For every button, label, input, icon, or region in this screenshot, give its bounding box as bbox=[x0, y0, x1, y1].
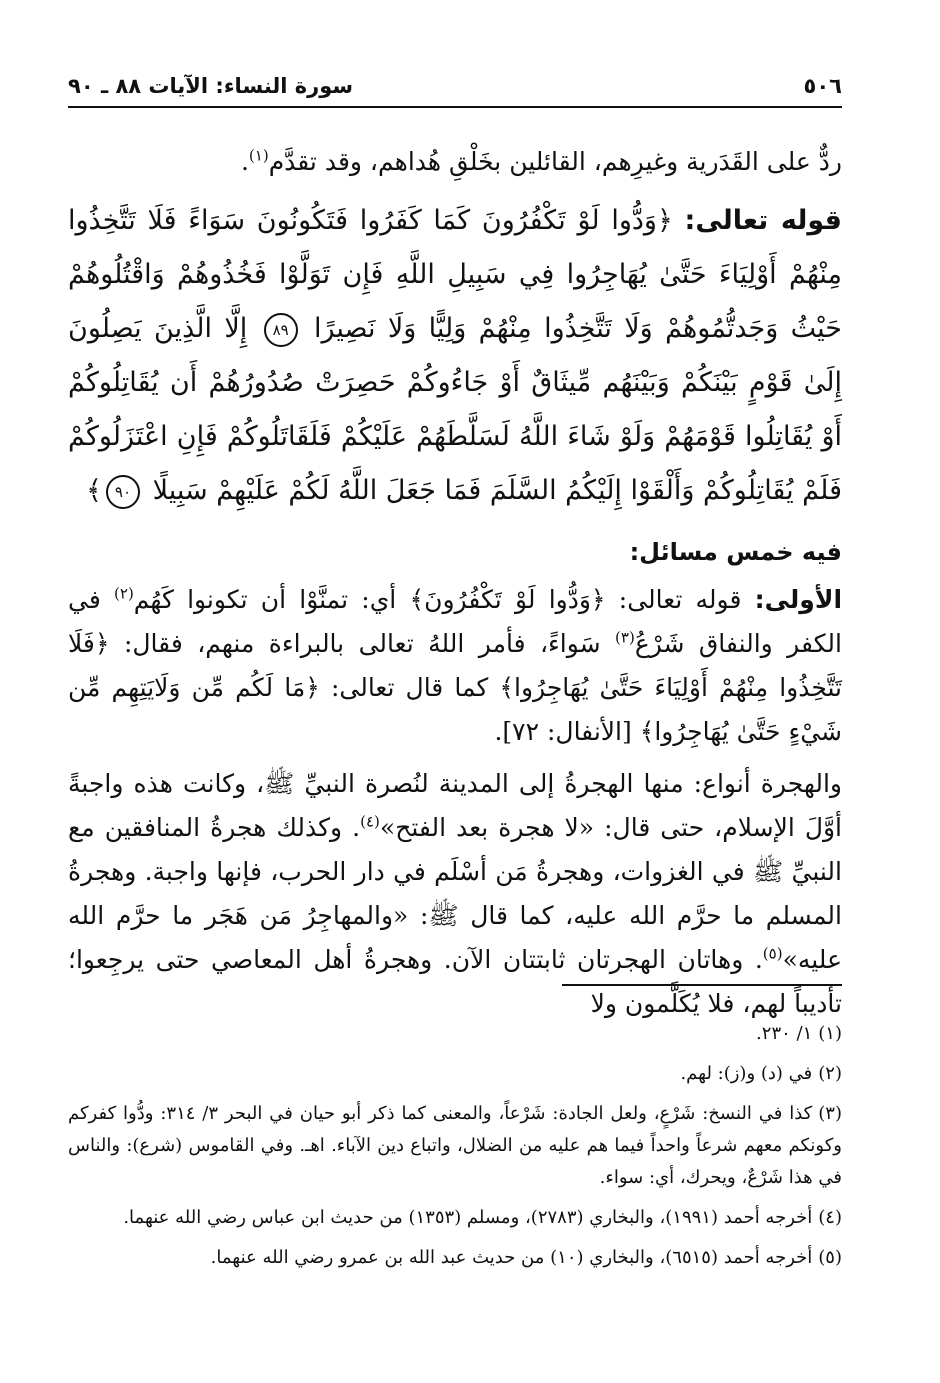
first-text-3: في الكفر والنفاق شَرْعُ bbox=[68, 585, 842, 658]
footnote-ref-2: (٢) bbox=[114, 584, 134, 603]
hijra-text-1: والهجرة أنواع: منها الهجرةُ إلى المدينة لنُصرة النبيِّ ﷺ، وكانت هذه واجبةً أوَّلَ الإسلام، حتى قال: «لا هجرة بعد الفتح» bbox=[68, 769, 843, 842]
intro-end: . bbox=[240, 147, 249, 176]
first-issue-lead: الأولى: bbox=[754, 585, 843, 614]
running-header bbox=[68, 66, 842, 108]
footnote-number: (٤) bbox=[818, 1207, 842, 1228]
footnote-text: في (د) و(ز): لهم. bbox=[680, 1063, 813, 1084]
hijra-paragraph bbox=[68, 762, 842, 1026]
footnote-number: (٥) bbox=[818, 1247, 842, 1268]
footnote-text: كذا في النسخ: شَرْعٍ، ولعل الجادة: شَرْعاً، والمعنى كما ذكر أبو حيان في البحر ٣/ ٣١٤: ودُّوا كفركم وكونكم معهم شرعاً واحداً فيما هم عليه من الضلال، واتباع دين الآباء. اهـ. وفي القاموس (شرع): والناس في هذا شَرْعٌ، ويحرك، أي: سواء. bbox=[68, 1103, 842, 1188]
footnote-item bbox=[68, 1242, 842, 1274]
footnote-ref-1: (١) bbox=[248, 146, 269, 165]
first-text-4: سَواءً، فأمر اللهُ تعالى بالبراءة منهم، فقال: bbox=[123, 629, 601, 658]
verse-close-bracket: ﴾ bbox=[86, 475, 102, 506]
verse-open-bracket: ﴿ bbox=[656, 205, 673, 236]
first-text-1: قوله تعالى: bbox=[618, 585, 742, 614]
hijra-text-2: . وكذلك هجرةُ المنافقين مع النبيِّ ﷺ في الغزوات، وهجرةُ مَن أسْلَم في دار الحرب، فإنها واجبة. وهجرةُ المسلم ما حرَّم الله عليه، كما قال ﷺ: «والمهاجِرُ مَن هَجَر ما حرَّم الله عليه» bbox=[68, 813, 842, 974]
footnote-ref-5: (٥) bbox=[762, 944, 783, 963]
verse-text-part-b: إِلَّا الَّذِينَ يَصِلُونَ إِلَىٰ قَوْمٍ بَيْنَكُمْ وَبَيْنَهُم مِّيثَاقٌ أَوْ جَاءُوكُمْ حَصِرَتْ صُدُورُهُمْ أَن يُقَاتِلُوكُمْ أَوْ يُقَاتِلُوا قَوْمَهُمْ وَلَوْ شَاءَ اللَّهُ لَسَلَّطَهُمْ عَلَيْكُمْ فَلَقَاتَلُوكُمْ فَإِنِ اعْتَزَلُوكُمْ فَلَمْ يُقَاتِلُوكُمْ وَأَلْقَوْا إِلَيْكُمُ السَّلَمَ فَمَا جَعَلَ اللَّهُ لَكُمْ عَلَيْهِمْ سَبِيلًا bbox=[68, 313, 842, 506]
footnote-ref-4: (٤) bbox=[360, 812, 380, 831]
footnote-text: أخرجه أحمد (١٩٩١)، والبخاري (٢٧٨٣)، ومسلم (١٣٥٣) من حديث ابن عباس رضي الله عنهما. bbox=[123, 1207, 813, 1228]
first-issue-paragraph bbox=[68, 578, 842, 754]
section-heading: فيه خمس مسائل: bbox=[629, 538, 842, 566]
first-quote-3: ﴿مَا لَكُم مِّن وَلَايَتِهِم مِّن شَيْءٍ حَتَّىٰ يُهَاجِرُوا﴾ bbox=[68, 673, 842, 746]
footnote-text: أخرجه أحمد (٦٥١٥)، والبخاري (١٠) من حديث عبد الله بن عمرو رضي الله عنهما. bbox=[210, 1247, 813, 1268]
footnote-text: ١/ ٢٣٠. bbox=[756, 1023, 813, 1044]
verse-lead: قوله تعالى: bbox=[684, 205, 842, 236]
intro-paragraph bbox=[68, 140, 842, 184]
first-quote-1: ﴿وَدُّوا لَوْ تَكْفُرُونَ﴾ bbox=[409, 585, 606, 614]
quran-verse-block bbox=[68, 194, 842, 518]
surah-reference: [الأنفال: ٧٢]. bbox=[494, 717, 632, 746]
footnote-item bbox=[68, 1098, 842, 1194]
footnote-number: (١) bbox=[818, 1023, 842, 1044]
footnote-divider bbox=[562, 984, 842, 986]
footnote-item bbox=[68, 1058, 842, 1090]
intro-text: ردٌّ على القَدَرية وغيرِهم، القائلين بخَلْقِ هُداهم، وقد تقدَّم bbox=[268, 147, 842, 176]
footnote-item bbox=[68, 1018, 842, 1050]
running-title: سورة النساء: الآيات ٨٨ ـ ٩٠ bbox=[68, 74, 354, 98]
footnote-number: (٢) bbox=[818, 1063, 842, 1084]
hijra-text-3: . وهاتان الهجرتان ثابتتان الآن. وهجرةُ أهل المعاصي حتى يرجِعوا؛ تأديباً لهم، فلا يُكَلَّمون ولا bbox=[68, 945, 842, 1018]
footnotes bbox=[68, 1018, 842, 1282]
page-number: ٥٠٦ bbox=[803, 74, 842, 98]
first-text-2: أي: تمنَّوْا أن تكونوا كَهُم bbox=[133, 585, 397, 614]
ayah-number-90-mark: ٩٠ bbox=[106, 475, 140, 509]
footnote-item bbox=[68, 1202, 842, 1234]
main-text bbox=[68, 140, 842, 1026]
verse-text-part-a: وَدُّوا لَوْ تَكْفُرُونَ كَمَا كَفَرُوا فَتَكُونُونَ سَوَاءً فَلَا تَتَّخِذُوا مِنْهُمْ أَوْلِيَاءَ حَتَّىٰ يُهَاجِرُوا فِي سَبِيلِ اللَّهِ فَإِن تَوَلَّوْا فَخُذُوهُمْ وَاقْتُلُوهُمْ حَيْثُ وَجَدتُّمُوهُمْ وَلَا تَتَّخِذُوا مِنْهُمْ وَلِيًّا وَلَا نَصِيرًا bbox=[68, 205, 842, 344]
ayah-number-89-mark: ٨٩ bbox=[264, 313, 298, 347]
first-quote-2: ﴿فَلَا تَتَّخِذُوا مِنْهُمْ أَوْلِيَاءَ حَتَّىٰ يُهَاجِرُوا﴾ bbox=[68, 629, 842, 702]
footnote-number: (٣) bbox=[818, 1103, 842, 1124]
footnote-ref-3: (٣) bbox=[615, 628, 635, 647]
first-text-5: كما قال تعالى: bbox=[330, 673, 489, 702]
